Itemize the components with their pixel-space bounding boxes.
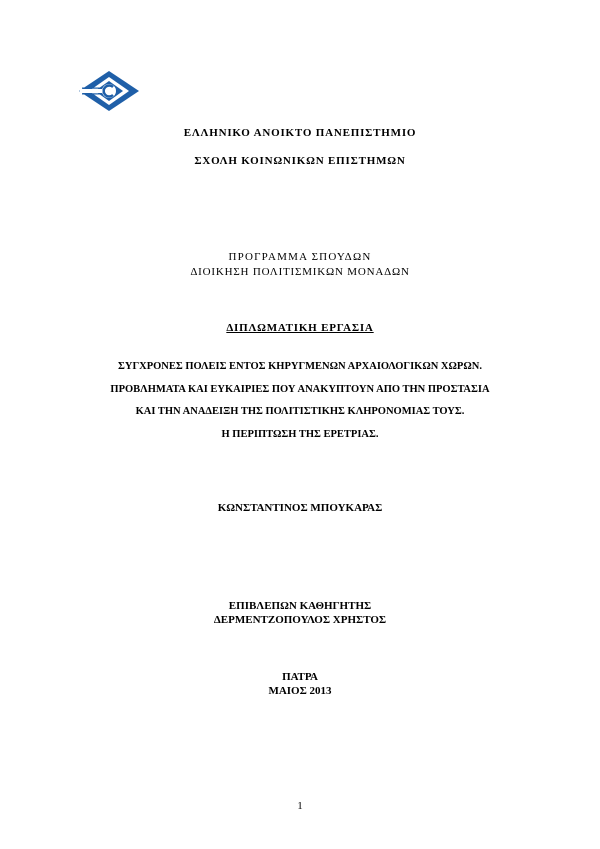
thesis-title-line-4: Η ΠΕΡΙΠΤΩΣΗ ΤΗΣ ΕΡΕΤΡΙΑΣ.	[221, 429, 379, 440]
thesis-title-line-1: ΣΥΓΧΡΟΝΕΣ ΠΟΛΕΙΣ ΕΝΤΟΣ ΚΗΡΥΓΜΕΝΩΝ ΑΡΧΑΙΟΛΟΓΙΚΩΝ ΧΩΡΩΝ.	[118, 361, 482, 372]
thesis-title-line-3: ΚΑΙ ΤΗΝ ΑΝΑΔΕΙΞΗ ΤΗΣ ΠΟΛΙΤΙΣΤΙΚΗΣ ΚΛΗΡΟΝΟΜΙΑΣ ΤΟΥΣ.	[135, 406, 465, 417]
supervisor-name: ΔΕΡΜΕΝΤΖΟΠΟΥΛΟΣ ΧΡΗΣΤΟΣ	[213, 614, 387, 626]
program-name: ΔΙΟΙΚΗΣΗ ΠΟΛΙΤΙΣΜΙΚΩΝ ΜΟΝΑΔΩΝ	[190, 266, 410, 278]
city: ΠΑΤΡΑ	[282, 671, 318, 683]
page-number: 1	[297, 800, 303, 812]
program-label: ΠΡΟΓΡΑΜΜΑ ΣΠΟΥΔΩΝ	[228, 251, 372, 263]
school-name: ΣΧΟΛΗ ΚΟΙΝΩΝΙΚΩΝ ΕΠΙΣΤΗΜΩΝ	[194, 155, 406, 167]
thesis-title-line-2: ΠΡΟΒΛΗΜΑΤΑ ΚΑΙ ΕΥΚΑΙΡΙΕΣ ΠΟΥ ΑΝΑΚΥΠΤΟΥΝ ΑΠΟ ΤΗΝ ΠΡΟΣΤΑΣΙΑ	[110, 384, 490, 395]
date: ΜΑΙΟΣ 2013	[268, 685, 332, 697]
university-name: ΕΛΛΗΝΙΚΟ ΑΝΟΙΚΤΟ ΠΑΝΕΠΙΣΤΗΜΙΟ	[183, 127, 417, 139]
document-type: ΔΙΠΛΩΜΑΤΙΚΗ ΕΡΓΑΣΙΑ	[226, 322, 374, 334]
author-name: ΚΩΝΣΤΑΝΤΙΝΟΣ ΜΠΟΥΚΑΡΑΣ	[217, 502, 383, 514]
supervisor-label: ΕΠΙΒΛΕΠΩΝ ΚΑΘΗΓΗΤΗΣ	[228, 600, 372, 612]
eap-university-logo-icon	[78, 70, 140, 112]
